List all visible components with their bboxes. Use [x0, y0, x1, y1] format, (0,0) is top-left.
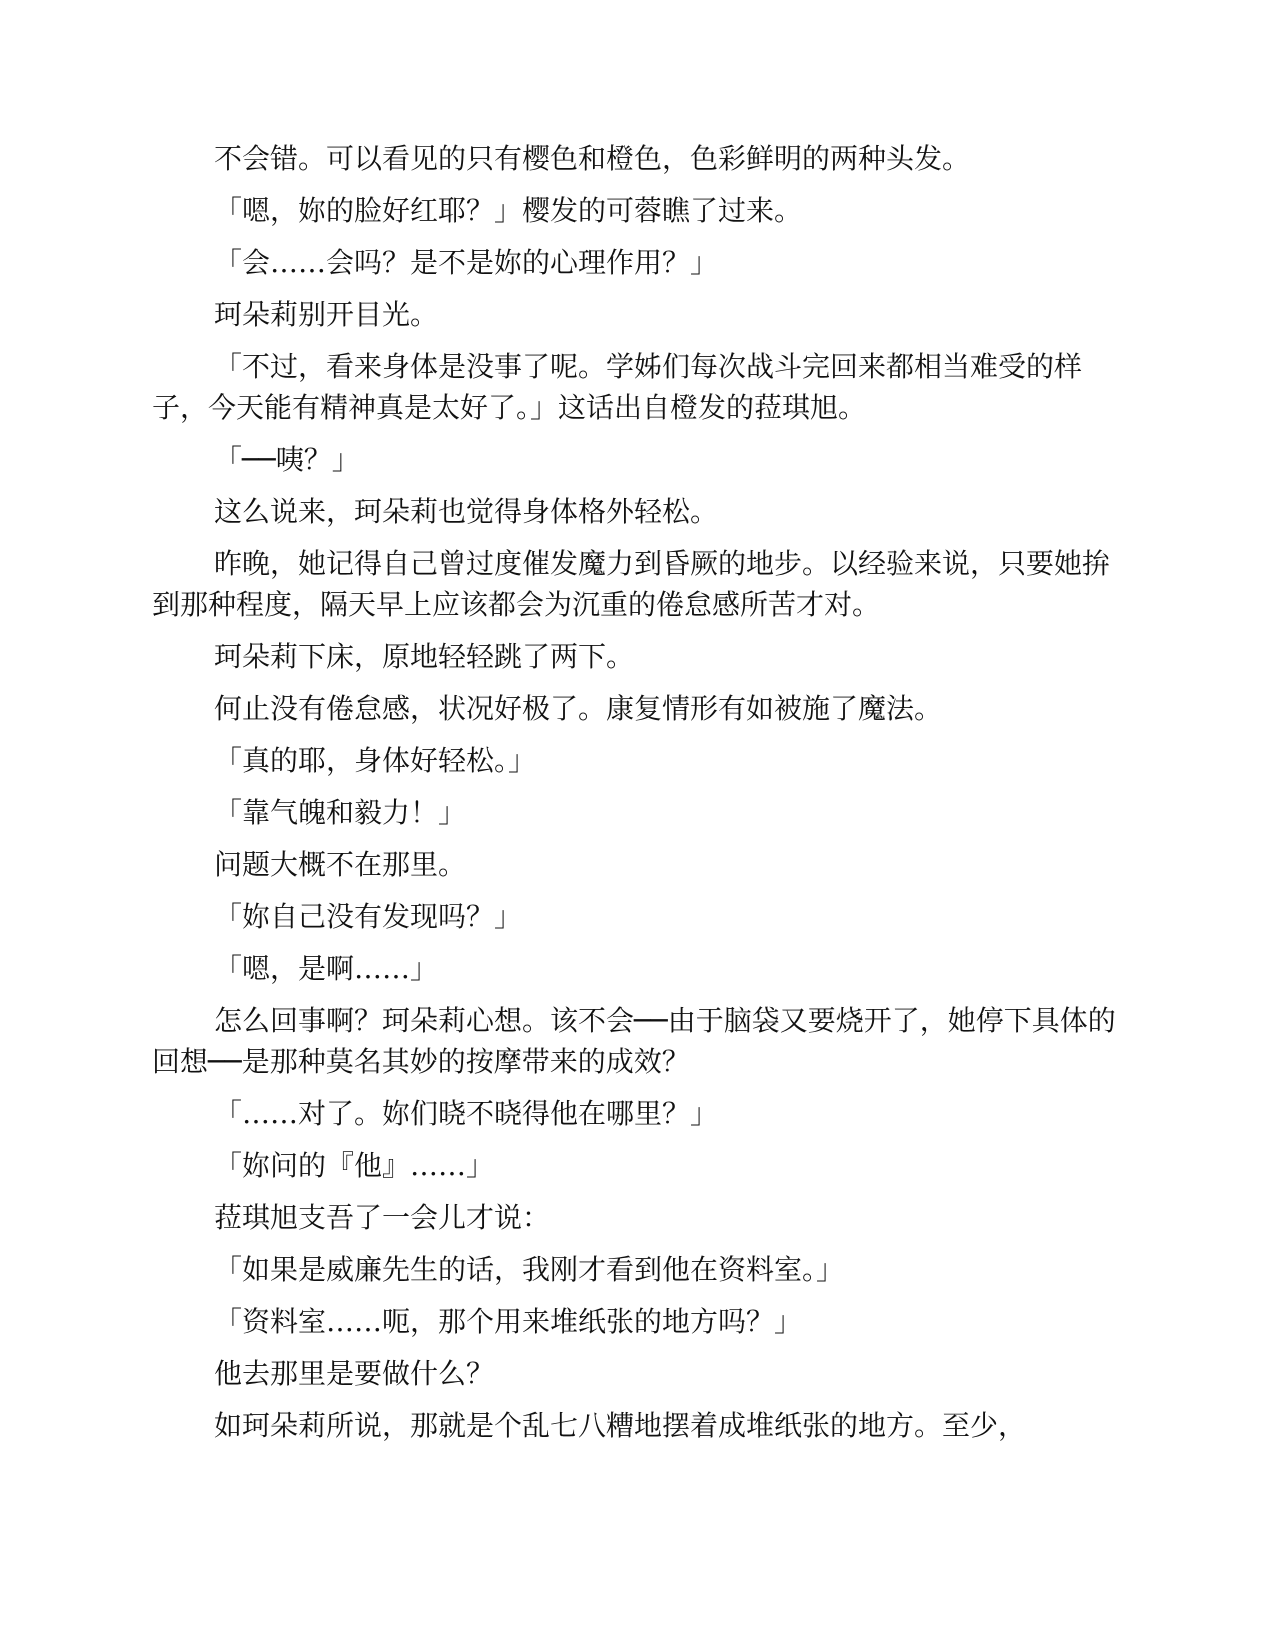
- paragraph: 「嗯，是啊……」: [214, 952, 439, 985]
- paragraph: 珂朵莉别开目光。: [214, 298, 439, 331]
- paragraph: 「真的耶，身体好轻松。」: [214, 744, 537, 777]
- body-text: [152, 138, 1122, 1457]
- paragraph: 「资料室……呃，那个用来堆纸张的地方吗？」: [214, 1305, 803, 1338]
- paragraph: 珂朵莉下床，原地轻轻跳了两下。: [214, 640, 635, 673]
- paragraph: 他去那里是要做什么？: [214, 1357, 495, 1390]
- paragraph: 「……对了。妳们晓不晓得他在哪里？」: [214, 1097, 719, 1130]
- paragraph: 「──咦？」: [214, 443, 360, 476]
- paragraph: 怎么回事啊？珂朵莉心想。该不会──由于脑袋又要烧开了，她停下具体的回想──是那种莫名其妙的按摩带来的成效？: [152, 1004, 1116, 1078]
- paragraph: 何止没有倦怠感，状况好极了。康复情形有如被施了魔法。: [214, 692, 943, 725]
- paragraph: 「妳自己没有发现吗？」: [214, 900, 523, 933]
- paragraph: 「妳问的『他』……」: [214, 1149, 495, 1182]
- paragraph: 不会错。可以看见的只有樱色和橙色，色彩鲜明的两种头发。: [214, 142, 971, 175]
- paragraph: 「嗯，妳的脸好红耶？」樱发的可蓉瞧了过来。: [214, 194, 803, 227]
- paragraph: 「不过，看来身体是没事了呢。学姊们每次战斗完回来都相当难受的样子，今天能有精神真是太好了。」这话出自橙发的菈琪旭。: [152, 350, 1083, 424]
- paragraph: 「靠气魄和毅力！」: [214, 796, 467, 829]
- paragraph: 如珂朵莉所说，那就是个乱七八糟地摆着成堆纸张的地方。至少，: [214, 1409, 1027, 1442]
- paragraph: 菈琪旭支吾了一会儿才说：: [214, 1201, 551, 1234]
- paragraph: 昨晚，她记得自己曾过度催发魔力到昏厥的地步。以经验来说，只要她拚到那种程度，隔天早上应该都会为沉重的倦怠感所苦才对。: [152, 547, 1111, 621]
- paragraph: 这么说来，珂朵莉也觉得身体格外轻松。: [214, 495, 719, 528]
- paragraph: 「会……会吗？是不是妳的心理作用？」: [214, 246, 719, 279]
- paragraph: 问题大概不在那里。: [214, 848, 467, 881]
- paragraph: 「如果是威廉先生的话，我刚才看到他在资料室。」: [214, 1253, 845, 1286]
